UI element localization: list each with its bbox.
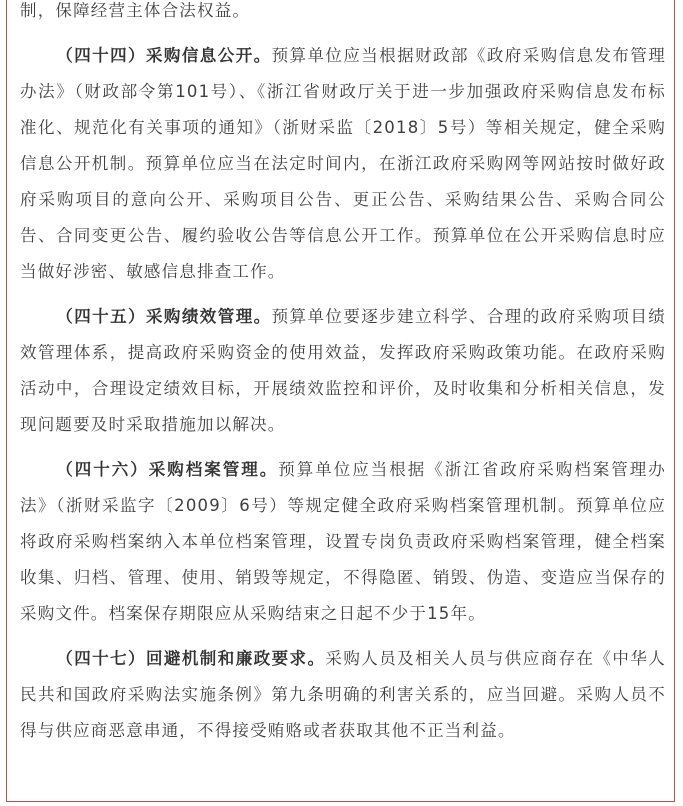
article-body (20, 0, 666, 749)
section-46-body: 预算单位应当根据《浙江省政府采购档案管理办法》（浙财采监字〔2009〕6号）等规定健全政府采购档案管理机制。预算单位应将政府采购档案纳入本单位档案管理，设置专岗负责政府采购档案管理，健全档案收集、归档、管理、使用、销毁等规定，不得隐匿、销毁、伪造、变造应当保存的采购文件。档案保存期限应从采购结束之日起不少于15年。 (20, 460, 666, 623)
section-45-heading: （四十五）采购绩效管理。 (56, 307, 272, 326)
section-44-body: 预算单位应当根据财政部《政府采购信息发布管理办法》（财政部令第101号）、《浙江省财政厅关于进一步加强政府采购信息发布标准化、规范化有关事项的通知》（浙财采监〔2018〕5号）等相关规定，健全采购信息公开机制。预算单位应当在法定时间内，在浙江政府采购网等网站按时做好政府采购项目的意向公开、采购项目公告、更正公告、采购结果公告、采购合同公告、合同变更公告、履约验收公告等信息公开工作。预算单位在公开采购信息时应当做好涉密、敏感信息排查工作。 (20, 46, 666, 281)
section-44 (20, 38, 666, 290)
section-47-heading: （四十七）回避机制和廉政要求。 (56, 649, 326, 668)
lead-text: 制，保障经营主体合法权益。 (20, 1, 251, 20)
section-46 (20, 452, 666, 632)
section-44-heading: （四十四）采购信息公开。 (56, 46, 272, 65)
section-47-body: 采购人员及相关人员与供应商存在《中华人民共和国政府采购法实施条例》第九条明确的利害关系的，应当回避。采购人员不得与供应商恶意串通，不得接受贿赂或者获取其他不正当利益。 (20, 649, 666, 740)
section-46-heading: （四十六）采购档案管理。 (56, 460, 279, 479)
section-45-body: 预算单位要逐步建立科学、合理的政府采购项目绩效管理体系，提高政府采购资金的使用效益，发挥政府采购政策功能。在政府采购活动中，合理设定绩效目标，开展绩效监控和评价，及时收集和分析相关信息，发现问题要及时采取措施加以解决。 (20, 307, 666, 434)
section-45 (20, 299, 666, 443)
section-47 (20, 641, 666, 749)
